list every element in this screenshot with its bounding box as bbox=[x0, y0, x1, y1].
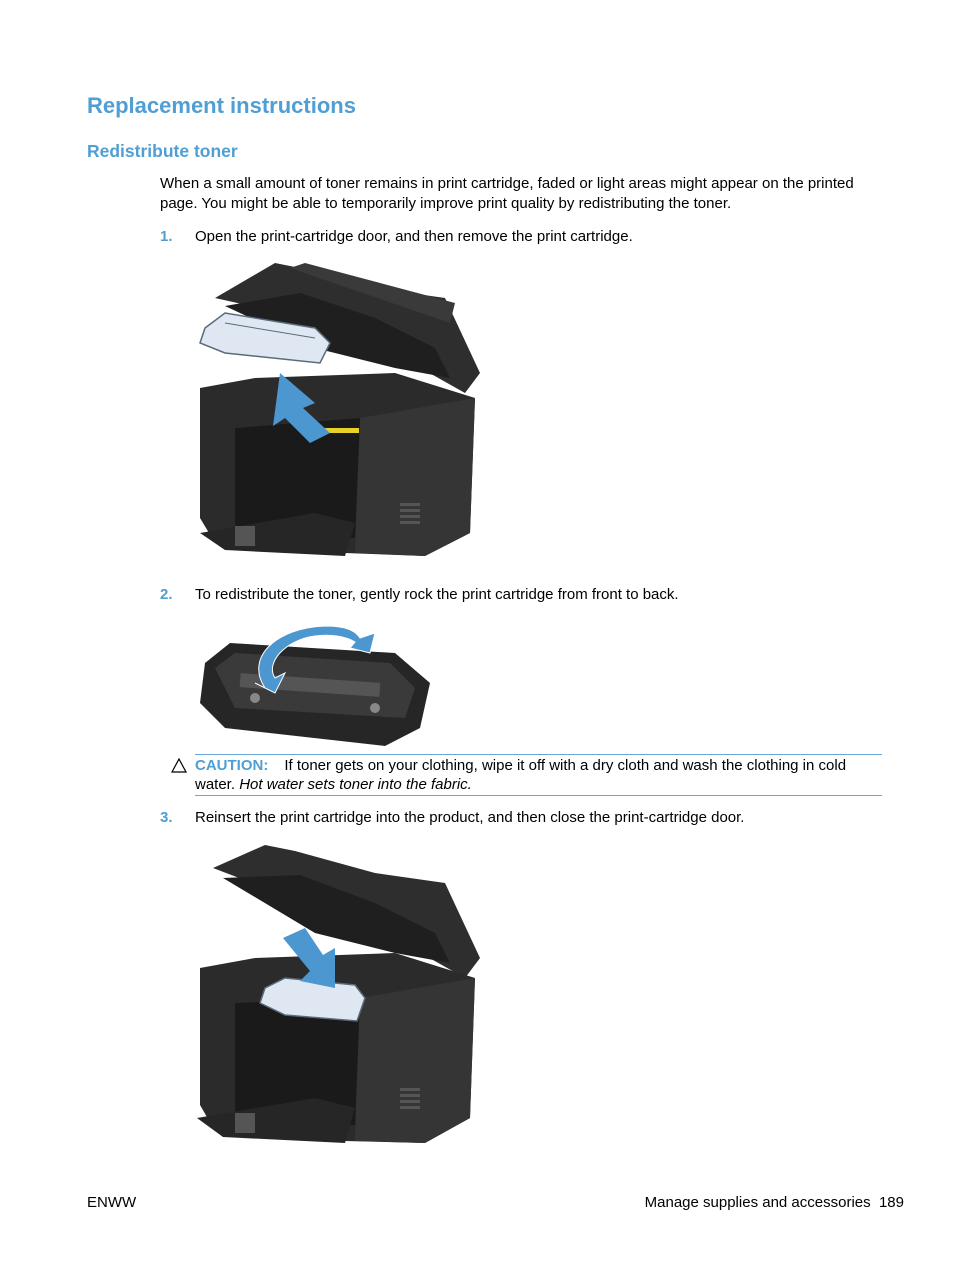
page-number: 189 bbox=[878, 1194, 904, 1211]
step-number: 1. bbox=[160, 228, 173, 245]
step-text: Reinsert the print cartridge into the product, and then close the print-cartridge door. bbox=[195, 809, 745, 826]
section-title: Redistribute toner bbox=[87, 141, 238, 161]
caution-box bbox=[195, 754, 882, 796]
step-text: To redistribute the toner, gently rock the print cartridge from front to back. bbox=[195, 586, 679, 603]
step-number: 2. bbox=[160, 586, 173, 603]
caution-label: CAUTION: bbox=[195, 757, 269, 774]
step-text: Open the print-cartridge door, and then remove the print cartridge. bbox=[195, 228, 633, 245]
footer-right bbox=[645, 1194, 904, 1211]
printer-insert-cartridge-illustration bbox=[195, 843, 485, 1148]
footer-left: ENWW bbox=[87, 1194, 137, 1211]
caution-note bbox=[170, 754, 882, 794]
rock-cartridge-illustration bbox=[195, 618, 440, 750]
caution-triangle-icon bbox=[170, 756, 188, 774]
intro-paragraph: When a small amount of toner remains in print cartridge, faded or light areas might appear on the printed page. You might be able to temporarily improve print quality by redistributing the toner. bbox=[160, 175, 854, 212]
step-number: 3. bbox=[160, 809, 173, 826]
printer-remove-cartridge-illustration bbox=[195, 258, 485, 558]
footer-section: Manage supplies and accessories bbox=[644, 1194, 871, 1211]
caution-emphasis: Hot water sets toner into the fabric. bbox=[239, 776, 472, 793]
page-title: Replacement instructions bbox=[87, 93, 356, 118]
caution-text: If toner gets on your clothing, wipe it off with a dry cloth and wash the clothing in cold water. bbox=[195, 757, 847, 793]
